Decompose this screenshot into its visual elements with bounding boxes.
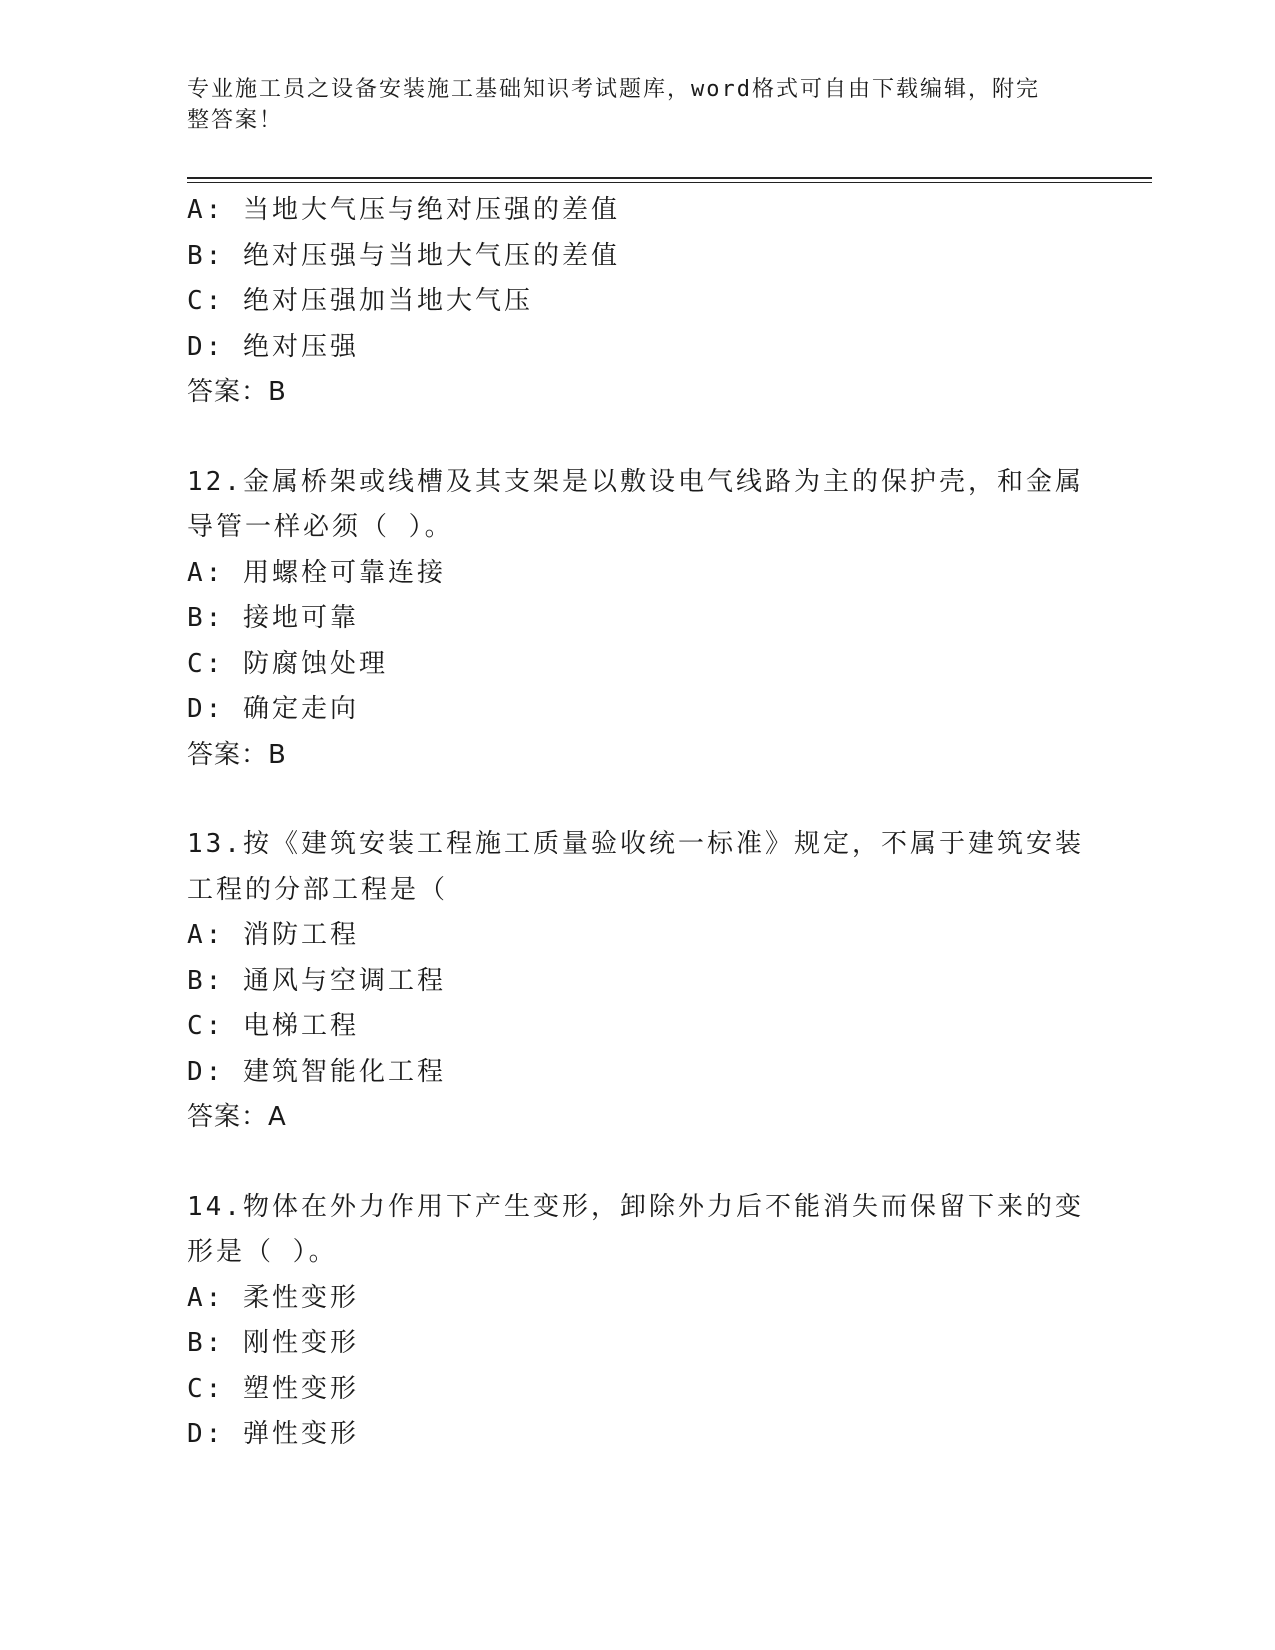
option-b: B: 接地可靠	[187, 603, 359, 633]
option-c: C: 电梯工程	[187, 1011, 359, 1041]
option-a: A: 柔性变形	[187, 1282, 359, 1313]
answer-line: 答案：B	[187, 377, 287, 407]
question-stem-line-2: 导管一样必须（ ）。	[187, 512, 454, 542]
header-divider-thick	[187, 177, 1152, 179]
question-stem-line-1: 14.物体在外力作用下产生变形，卸除外力后不能消失而保留下来的变	[187, 1191, 1084, 1222]
option-c: C: 防腐蚀处理	[187, 648, 388, 679]
document-header	[187, 74, 1067, 136]
answer-line: 答案：B	[187, 739, 287, 770]
question-stem-line-2: 工程的分部工程是（	[187, 874, 449, 905]
option-a: A: 当地大气压与绝对压强的差值	[187, 195, 620, 225]
question-list	[187, 188, 1087, 1458]
question-14	[187, 1185, 1087, 1458]
option-a: A: 消防工程	[187, 920, 359, 950]
option-d: D: 弹性变形	[187, 1419, 359, 1449]
option-b: B: 绝对压强与当地大气压的差值	[187, 240, 620, 271]
option-b: B: 通风与空调工程	[187, 965, 446, 996]
spacer	[187, 778, 1087, 822]
question-11	[187, 188, 1087, 416]
header-divider-thin	[187, 182, 1152, 183]
answer-line: 答案：A	[187, 1102, 287, 1132]
header-line-1: 专业施工员之设备安装施工基础知识考试题库，word格式可自由下载编辑，附完	[187, 77, 1040, 102]
option-a: A: 用螺栓可靠连接	[187, 557, 446, 588]
spacer	[187, 1141, 1087, 1185]
question-stem-line-2: 形是（ ）。	[187, 1237, 338, 1267]
question-13	[187, 822, 1087, 1141]
header-line-2: 整答案！	[187, 108, 284, 133]
question-stem-line-1: 13.按《建筑安装工程施工质量验收统一标准》规定，不属于建筑安装	[187, 829, 1084, 859]
option-d: D: 绝对压强	[187, 331, 359, 362]
option-d: D: 确定走向	[187, 694, 359, 724]
option-c: C: 绝对压强加当地大气压	[187, 286, 533, 316]
option-d: D: 建筑智能化工程	[187, 1056, 446, 1087]
question-12	[187, 460, 1087, 779]
question-stem-line-1: 12.金属桥架或线槽及其支架是以敷设电气线路为主的保护壳，和金属	[187, 466, 1084, 497]
option-b: B: 刚性变形	[187, 1328, 359, 1358]
option-c: C: 塑性变形	[187, 1373, 359, 1404]
spacer	[187, 416, 1087, 460]
